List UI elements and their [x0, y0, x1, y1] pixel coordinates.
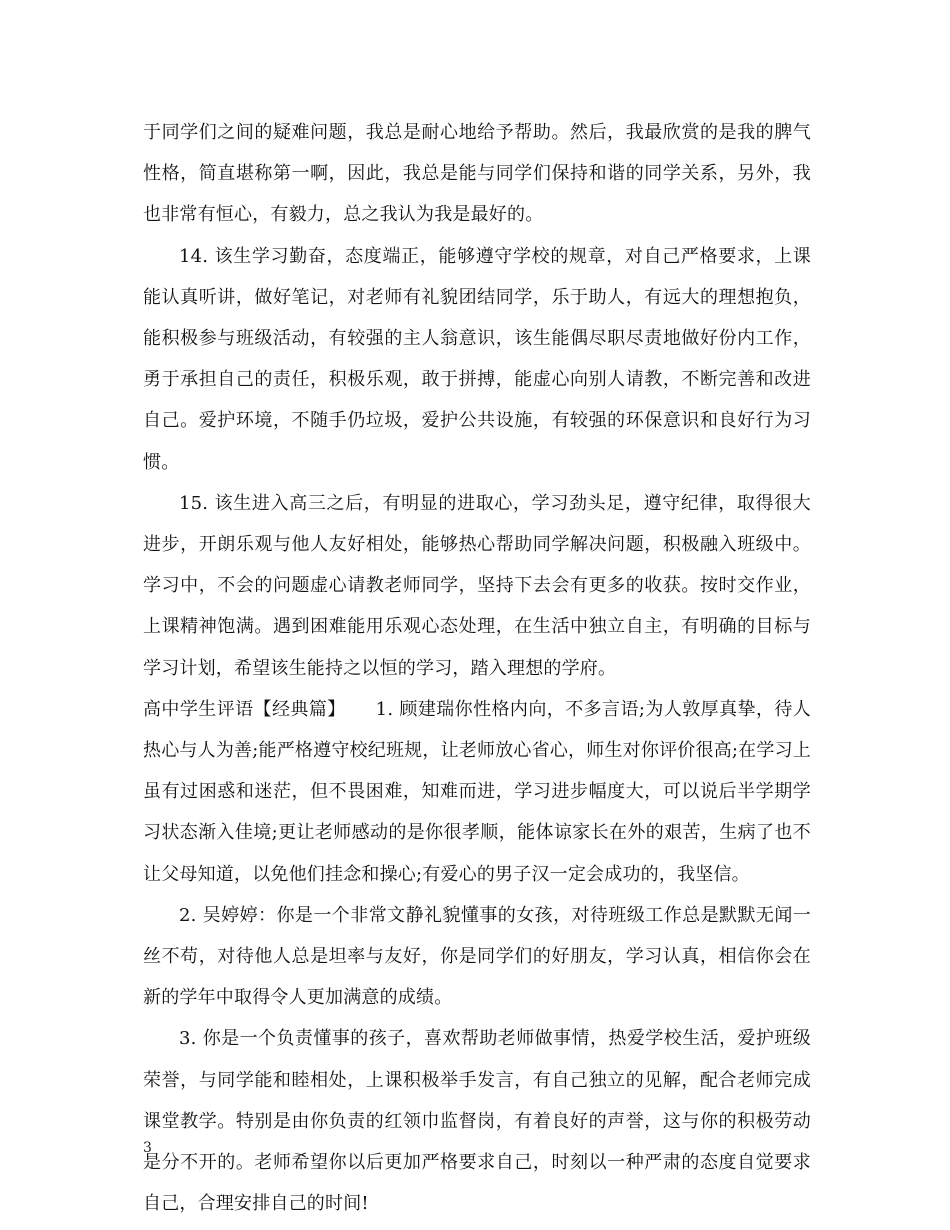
paragraph-item-1: 1. 顾建瑞你性格内向，不多言语;为人敦厚真挚，待人热心与人为善;能严格遵守校纪班规，让老师放心省心，师生对你评价很高;在学习上虽有过困惑和迷茫，但不畏困难，知难而进，学习进步幅度大，可以说后半学期学习状态渐入佳境;更让老师感动的是你很孝顺，能体谅家长在外的艰苦，生病了也不让父母知道，以免他们挂念和操心;有爱心的男子汉一定会成功的，我坚信。	[143, 698, 811, 885]
paragraph-continuation: 于同学们之间的疑难问题，我总是耐心地给予帮助。然后，我最欣赏的是我的脾气性格，简直堪称第一啊，因此，我总是能与同学们保持和谐的同学关系，另外，我也非常有恒心，有毅力，总之我认为我是最好的。	[143, 122, 811, 226]
paragraph-item-3: 3. 你是一个负责懂事的孩子，喜欢帮助老师做事情，热爱学校生活，爱护班级荣誉，与同学能和睦相处，上课积极举手发言，有自己独立的见解，配合老师完成课堂教学。特别是由你负责的红领巾监督岗，有着良好的声誉，这与你的积极劳动是分不开的。老师希望你以后更加严格要求自己，时刻以一种严肃的态度自觉要求自己，合理安排自己的时间!	[143, 1028, 811, 1215]
section-paragraph-with-title	[143, 689, 811, 895]
page-number: 3	[143, 1140, 152, 1156]
paragraph-item-14: 14. 该生学习勤奋，态度端正，能够遵守学校的规章，对自己严格要求，上课能认真听讲，做好笔记，对老师有礼貌团结同学，乐于助人，有远大的理想抱负，能积极参与班级活动，有较强的主人翁意识，该生能偶尽职尽责地做好份内工作，勇于承担自己的责任，积极乐观，敢于拼搏，能虚心向别人请教，不断完善和改进自己。爱护环境，不随手仍垃圾，爱护公共设施，有较强的环保意识和良好行为习惯。	[143, 245, 811, 473]
section-title: 高中学生评语【经典篇】	[143, 698, 346, 720]
paragraph-item-2: 2. 吴婷婷：你是一个非常文静礼貌懂事的女孩，对待班级工作总是默默无闻一丝不苟，对待他人总是坦率与友好，你是同学们的好朋友，学习认真，相信你会在新的学年中取得令人更加满意的成绩。	[143, 904, 811, 1009]
paragraph-item-15: 15. 该生进入高三之后，有明显的进取心，学习劲头足，遵守纪律，取得很大进步，开朗乐观与他人友好相处，能够热心帮助同学解决问题，积极融入班级中。学习中，不会的问题虚心请教老师同学，坚持下去会有更多的收获。按时交作业，上课精神饱满。遇到困难能用乐观心态处理，在生活中独立自主，有明确的目标与学习计划，希望该生能持之以恒的学习，踏入理想的学府。	[143, 492, 811, 679]
document-body	[143, 112, 811, 1224]
